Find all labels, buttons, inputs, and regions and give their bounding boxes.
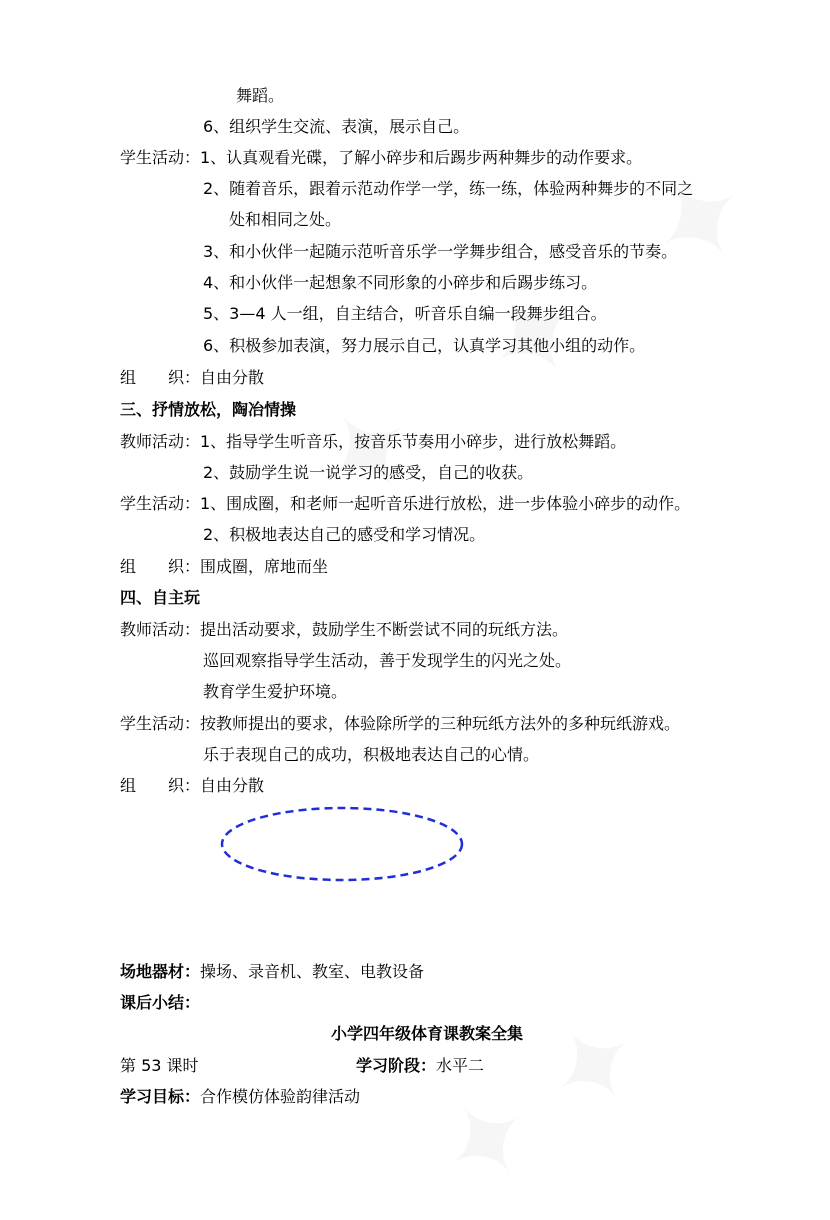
text-line: 组 织：围成圈，席地而坐 (120, 557, 329, 576)
stage-label: 学习阶段： (356, 1056, 437, 1075)
text-line: 教师活动：1、指导学生听音乐，按音乐节奏用小碎步，进行放松舞蹈。 (120, 432, 627, 451)
text-line: 舞蹈。 (236, 86, 285, 105)
text-line: 6、组织学生交流、表演，展示自己。 (203, 117, 470, 136)
stage-line (356, 1056, 484, 1076)
text-line: 教育学生爱护环境。 (203, 682, 348, 701)
stage-value: 水平二 (436, 1056, 485, 1075)
page-title: 小学四年级体育课教案全集 (331, 1024, 524, 1043)
text-line: 3、和小伙伴一起随示范听音乐学一学舞步组合，感受音乐的节奏。 (203, 242, 678, 261)
text-line: 学生活动：1、认真观看光碟，了解小碎步和后踢步两种舞步的动作要求。 (120, 148, 643, 167)
watermark (413, 988, 669, 1220)
text-line: 学生活动：按教师提出的要求，体验除所学的三种玩纸方法外的多种玩纸游戏。 (120, 714, 681, 733)
text-line: 2、鼓励学生说一说学习的感受，自己的收获。 (203, 463, 534, 482)
lesson-number: 第 53 课时 (120, 1056, 199, 1075)
goal-label: 学习目标： (120, 1087, 201, 1106)
section-heading: 三、抒情放松，陶冶情操 (120, 400, 297, 419)
summary-label: 课后小结： (120, 993, 201, 1012)
text-line: 2、积极地表达自己的感受和学习情况。 (203, 525, 486, 544)
text-line: 6、积极参加表演，努力展示自己，认真学习其他小组的动作。 (203, 336, 646, 355)
text-line: 乐于表现自己的成功，积极地表达自己的心情。 (203, 745, 540, 764)
equipment-value: 操场、录音机、教室、电教设备 (200, 962, 425, 981)
text-line: 教师活动：提出活动要求，鼓励学生不断尝试不同的玩纸方法。 (120, 620, 569, 639)
text-line: 学生活动：1、围成圈，和老师一起听音乐进行放松，进一步体验小碎步的动作。 (120, 494, 691, 513)
text-line: 组 织：自由分散 (120, 776, 265, 795)
equipment-line (120, 962, 424, 982)
goal-line (120, 1087, 360, 1107)
text-line: 4、和小伙伴一起想象不同形象的小碎步和后踢步练习。 (203, 273, 598, 292)
section-heading: 四、自主玩 (120, 588, 201, 607)
text-line: 巡回观察指导学生活动，善于发现学生的闪光之处。 (203, 651, 572, 670)
text-line: 2、随着音乐，跟着示范动作学一学，练一练，体验两种舞步的不同之 (203, 179, 694, 198)
dashed-ellipse (220, 805, 466, 885)
text-line: 5、3—4 人一组，自主结合，听音乐自编一段舞步组合。 (203, 304, 607, 323)
goal-value: 合作模仿体验韵律活动 (200, 1087, 361, 1106)
text-line: 处和相同之处。 (229, 210, 342, 229)
equipment-label: 场地器材： (120, 962, 201, 981)
text-line: 组 织：自由分散 (120, 368, 265, 387)
